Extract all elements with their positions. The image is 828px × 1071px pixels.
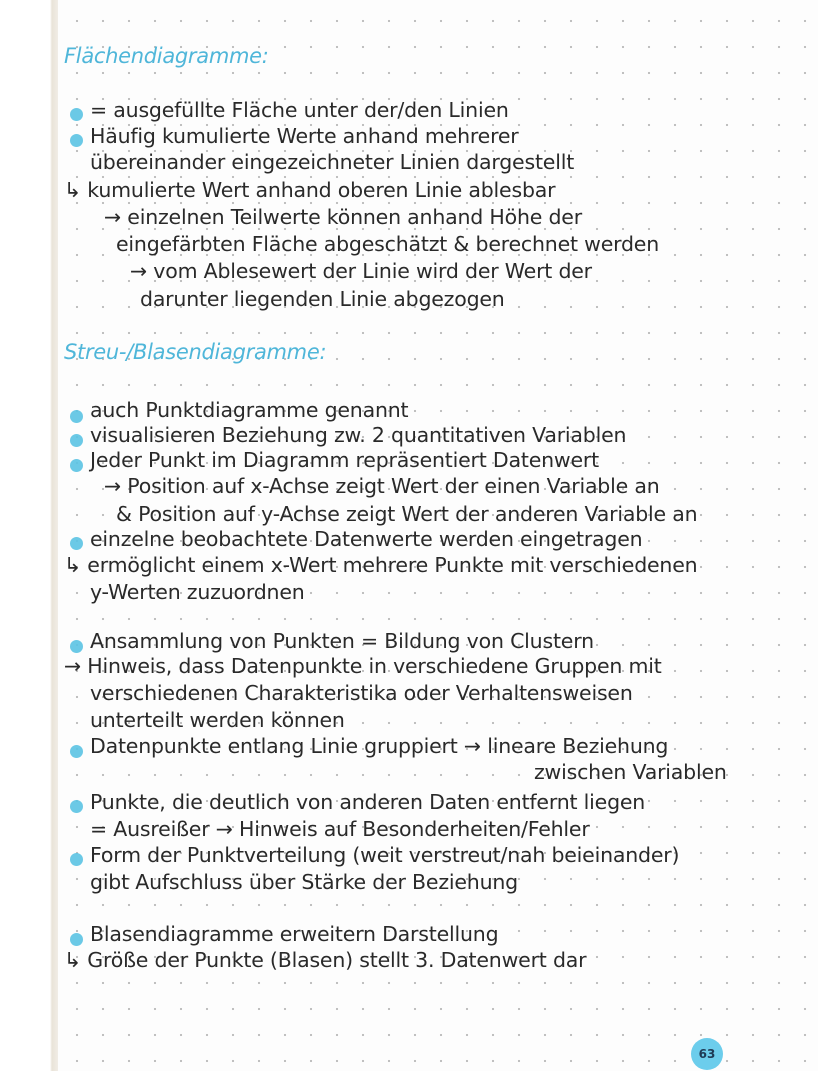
note-line: zwischen Variablen xyxy=(534,760,727,784)
bullet-icon xyxy=(70,537,83,550)
note-line: ↳ ermöglicht einem x-Wert mehrere Punkte mit verschiedenen xyxy=(64,553,698,577)
note-line: unterteilt werden können xyxy=(90,708,345,732)
bullet-icon xyxy=(70,640,83,653)
note-line: Blasendiagramme erweitern Darstellung xyxy=(90,922,499,946)
note-line: → Hinweis, dass Datenpunkte in verschiedene Gruppen mit xyxy=(64,654,662,678)
note-line: gibt Aufschluss über Stärke der Beziehung xyxy=(90,870,518,894)
note-line: = ausgefüllte Fläche unter der/den Linien xyxy=(90,98,509,122)
page-number-badge: 63 xyxy=(691,1038,723,1070)
note-line: visualisieren Beziehung zw. 2 quantitativen Variablen xyxy=(90,423,627,447)
bullet-icon xyxy=(70,800,83,813)
bullet-icon xyxy=(70,853,83,866)
bullet-icon xyxy=(70,933,83,946)
note-line: eingefärbten Fläche abgeschätzt & berechnet werden xyxy=(116,232,660,256)
note-line: → Position auf x-Achse zeigt Wert der einen Variable an xyxy=(104,474,660,498)
note-line: Form der Punktverteilung (weit verstreut/nah beieinander) xyxy=(90,843,680,867)
note-line: darunter liegenden Linie abgezogen xyxy=(140,287,505,311)
bullet-icon xyxy=(70,459,83,472)
notebook-binding xyxy=(0,0,62,1071)
bullet-icon xyxy=(70,434,83,447)
bullet-icon xyxy=(70,745,83,758)
note-line: Datenpunkte entlang Linie gruppiert → lineare Beziehung xyxy=(90,734,669,758)
note-line: ↳ Größe der Punkte (Blasen) stellt 3. Datenwert dar xyxy=(64,948,587,972)
note-line: Ansammlung von Punkten = Bildung von Clustern xyxy=(90,629,594,653)
note-line: verschiedenen Charakteristika oder Verhaltensweisen xyxy=(90,681,633,705)
note-line: auch Punktdiagramme genannt xyxy=(90,398,409,422)
bullet-icon xyxy=(70,108,83,121)
section-heading-streudiagramme: Streu-/Blasendiagramme: xyxy=(64,340,327,364)
note-line: y-Werten zuzuordnen xyxy=(90,580,305,604)
note-line: → einzelnen Teilwerte können anhand Höhe der xyxy=(104,205,582,229)
bullet-icon xyxy=(70,410,83,423)
section-heading-flaechendiagramme: Flächendiagramme: xyxy=(64,44,269,68)
note-line: = Ausreißer → Hinweis auf Besonderheiten/Fehler xyxy=(90,817,590,841)
note-line: → vom Ablesewert der Linie wird der Wert der xyxy=(130,259,592,283)
note-line: Jeder Punkt im Diagramm repräsentiert Datenwert xyxy=(90,448,599,472)
note-line: einzelne beobachtete Datenwerte werden eingetragen xyxy=(90,527,643,551)
bullet-icon xyxy=(70,134,83,147)
note-line: Häufig kumulierte Werte anhand mehrerer xyxy=(90,124,519,148)
note-line: & Position auf y-Achse zeigt Wert der anderen Variable an xyxy=(116,502,698,526)
note-line: Punkte, die deutlich von anderen Daten entfernt liegen xyxy=(90,790,646,814)
note-line: übereinander eingezeichneter Linien dargestellt xyxy=(90,150,575,174)
note-line: ↳ kumulierte Wert anhand oberen Linie ablesbar xyxy=(64,178,556,202)
